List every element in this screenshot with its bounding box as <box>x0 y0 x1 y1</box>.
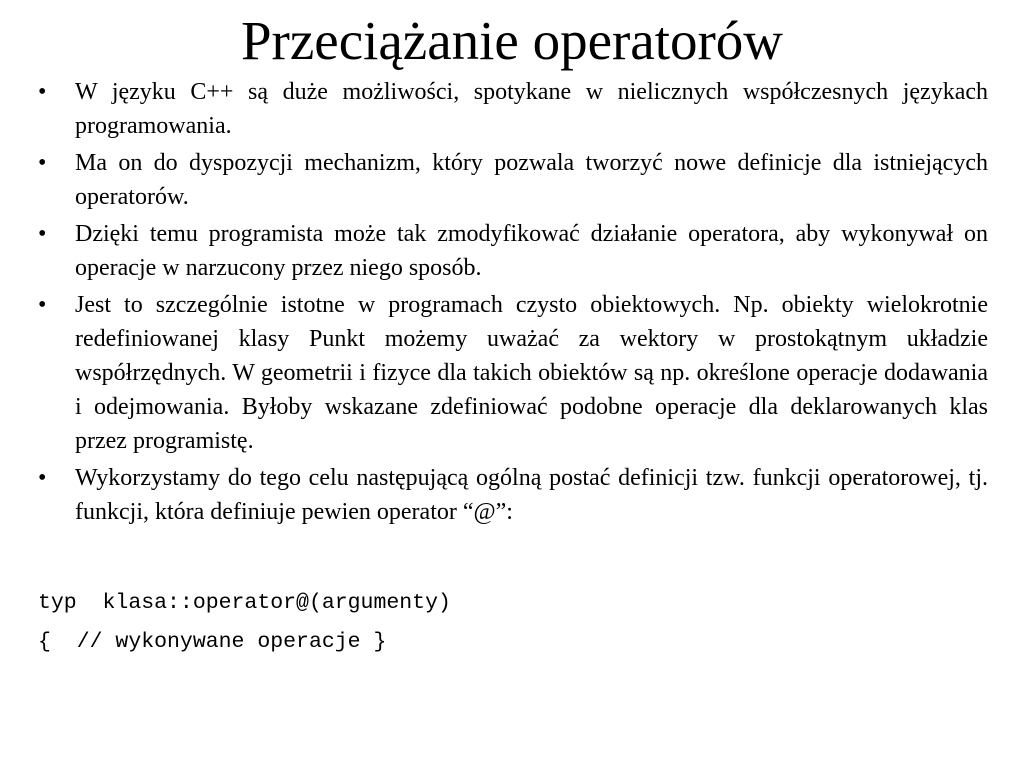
bullet-dot-icon: • <box>38 79 47 105</box>
bullet-dot-icon: • <box>38 150 47 176</box>
bullet-list <box>38 75 988 532</box>
bullet-text: Dzięki temu programista może tak zmodyfikować działanie operatora, aby wykonywał on operacje w narzucony przez niego sposób. <box>75 221 988 281</box>
code-line-signature: typ klasa::operator@(argumenty) <box>38 591 451 615</box>
bullet-text: Jest to szczególnie istotne w programach czysto obiektowych. Np. obiekty wielokrotnie redefiniowanej klasy Punkt możemy uważać za wektory w prostokątnym układzie współrzędnych. W geometrii i fizyce dla takich obiektów są np. określone operacje dodawania i odejmowania. Byłoby wskazane zdefiniować podobne operacje dla deklarowanych klas przez programistę. <box>75 292 988 454</box>
bullet-text: W języku C++ są duże możliwości, spotykane w nielicznych współczesnych językach programowania. <box>75 79 988 139</box>
bullet-item <box>38 288 988 458</box>
slide-title: Przeciążanie operatorów <box>240 10 784 71</box>
bullet-text: Wykorzystamy do tego celu następującą ogólną postać definicji tzw. funkcji operatorowej, tj. funkcji, która definiuje pewien operator “@”: <box>75 465 988 525</box>
bullet-text: Ma on do dyspozycji mechanizm, który pozwala tworzyć nowe definicje dla istniejących operatorów. <box>75 150 988 210</box>
bullet-dot-icon: • <box>38 221 47 247</box>
bullet-item <box>38 146 988 214</box>
bullet-dot-icon: • <box>38 465 47 491</box>
bullet-item <box>38 461 988 529</box>
bullet-item <box>38 75 988 143</box>
code-line-body: { // wykonywane operacje } <box>38 630 387 654</box>
bullet-item <box>38 217 988 285</box>
bullet-dot-icon: • <box>38 292 47 318</box>
